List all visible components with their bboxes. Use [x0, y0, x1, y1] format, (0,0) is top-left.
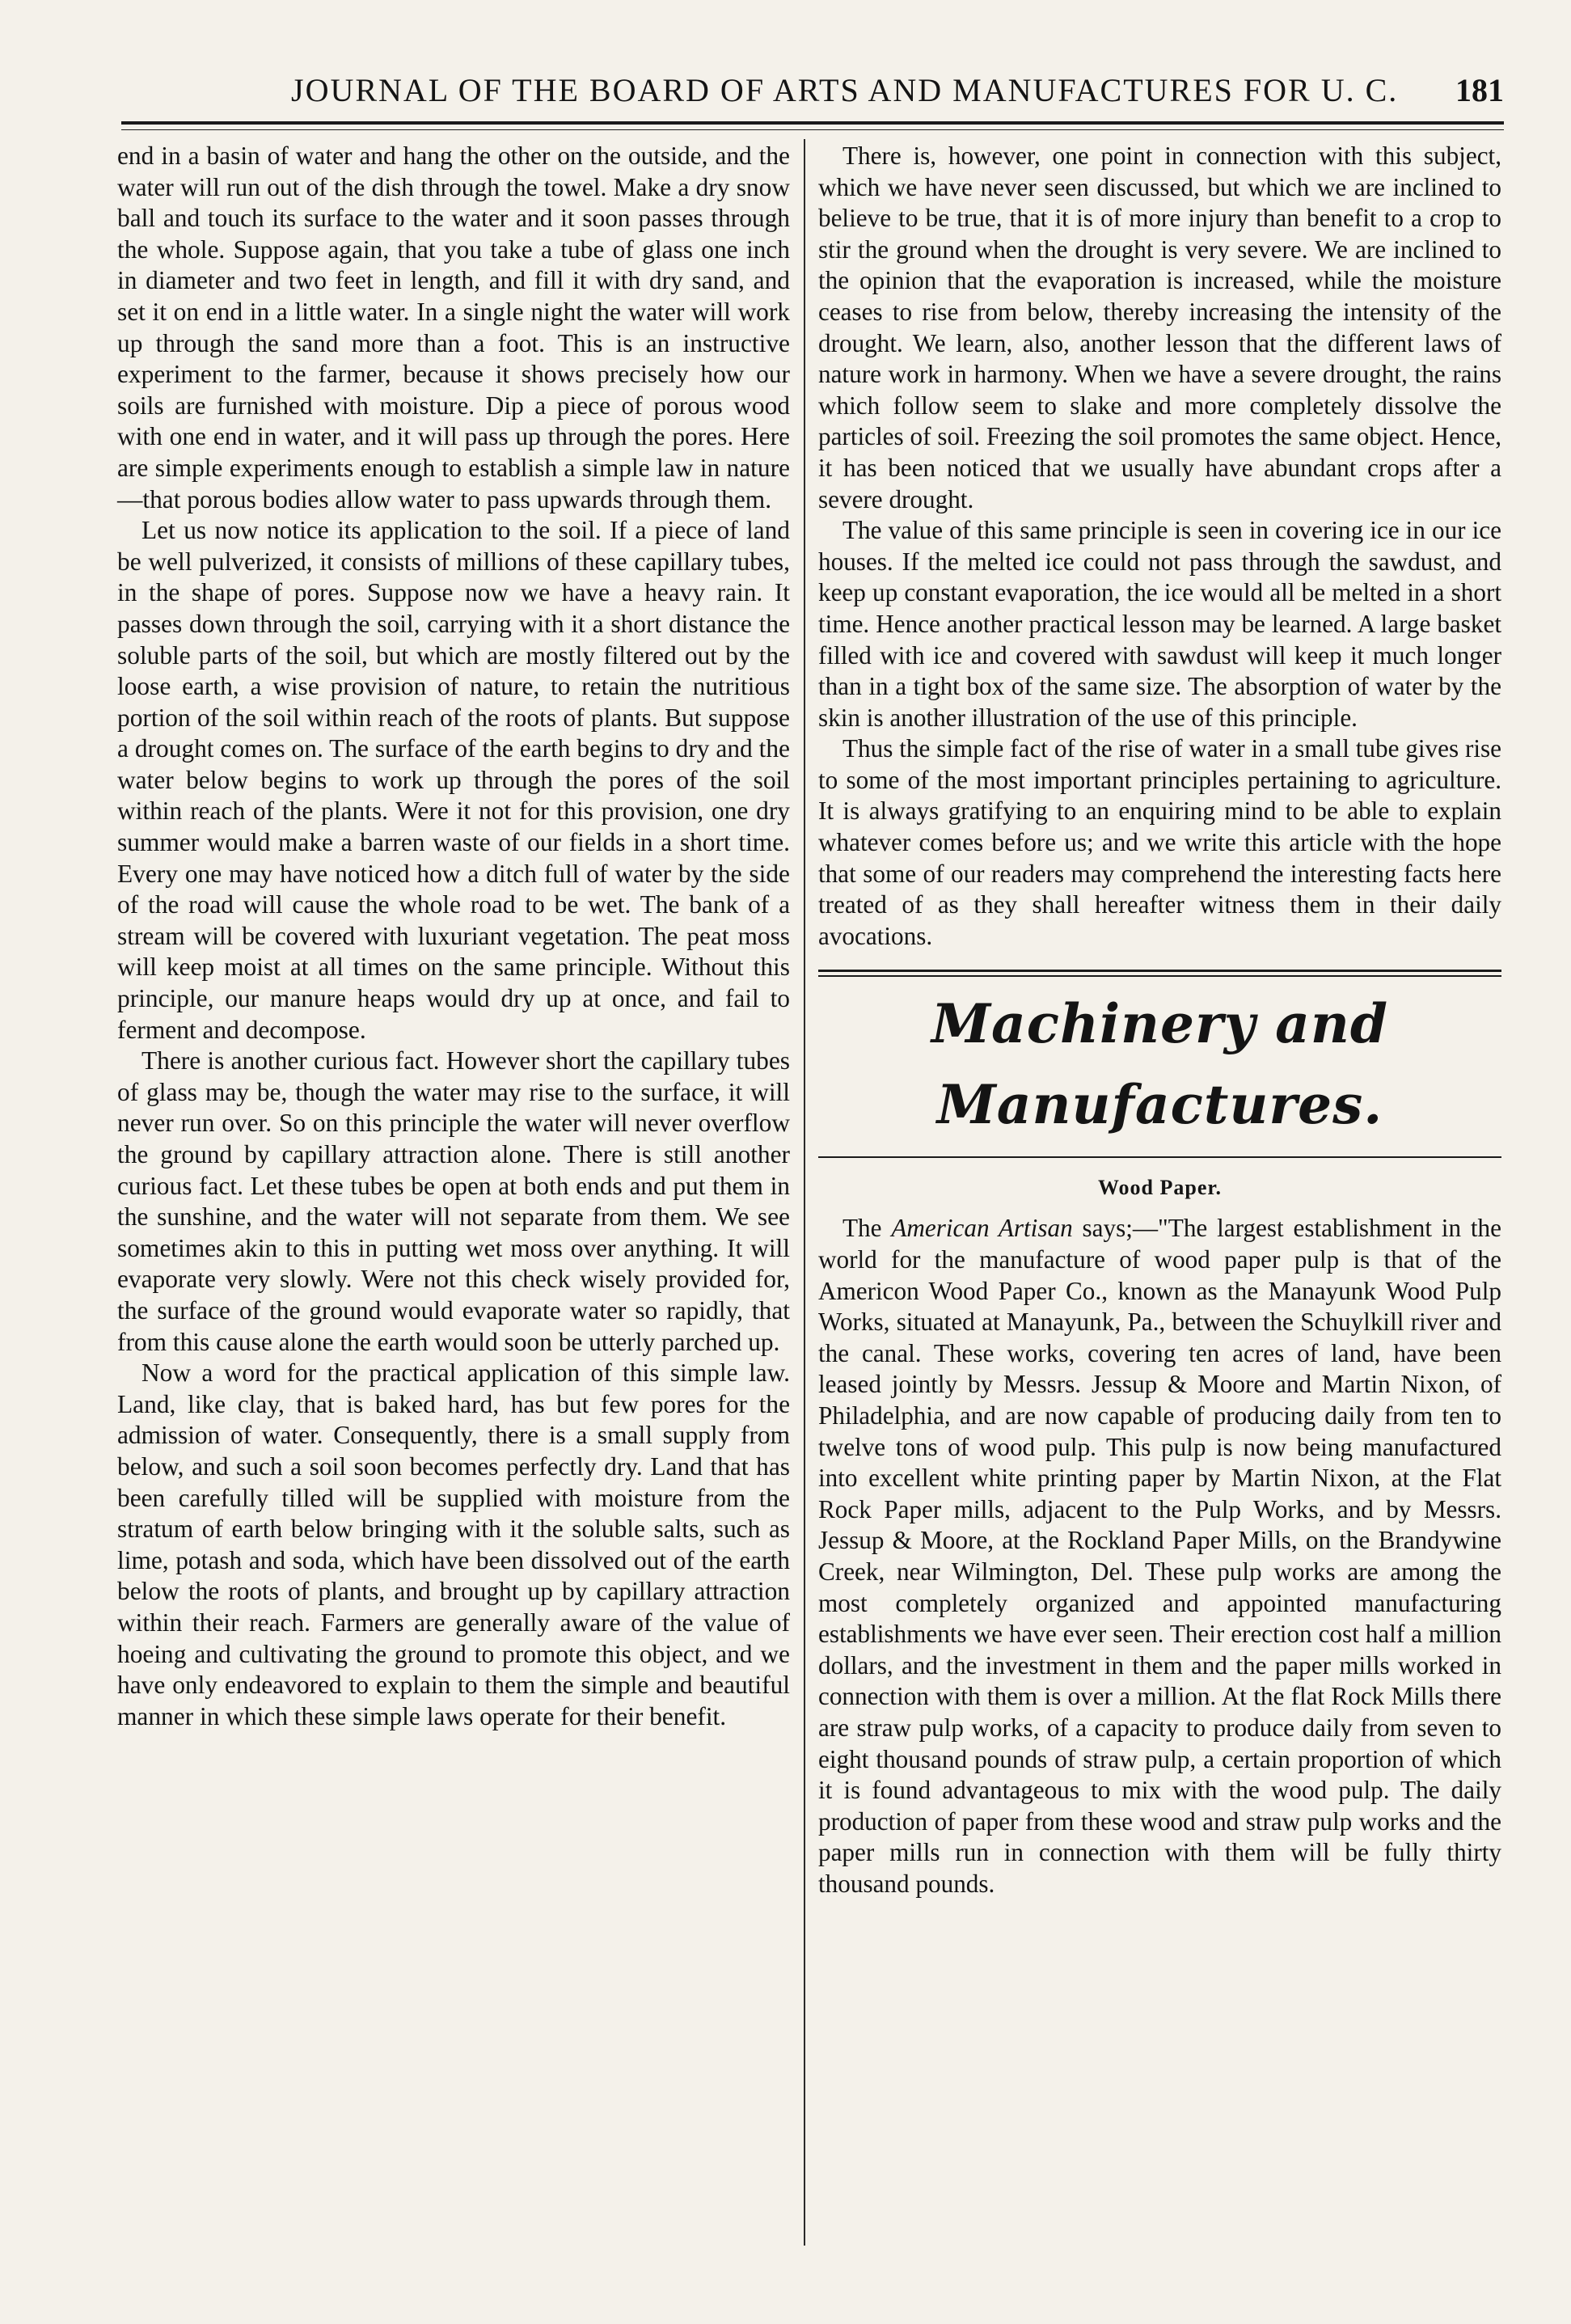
paragraph: end in a basin of water and hang the other on the outside, and the water will run out of the dish through the towel. Make a dry snow ball and touch its surface to the water and it soon passes through the whole. Suppose again, that you take a tube of glass one inch in diameter and two feet in length, and fill it with dry sand, and set it on end in a little water. In a single night the water will work up through the sand more than a foot. This is an instructive experiment to the farmer, because it shows precisely how our soils are furnished with moisture. Dip a piece of porous wood with one end in water, and it will pass up through the pores. Here are simple experiments enough to establish a simple law in nature—that porous bodies allow water to pass upwards through them. — [117, 142, 790, 513]
header-rule-thin — [121, 129, 1504, 130]
page-header — [121, 66, 1504, 115]
paragraph: Let us now notice its application to the soil. If a piece of land be well pulverized, it consists of millions of these capillary tubes, in the shape of pores. Suppose now we have a heavy rain. It passes down through the soil, carrying with it a short distance the soluble parts of the soil, but which are mostly filtered out by the loose earth, a wise provision of nature, to retain the nutritious portion of the soil within reach of the roots of plants. But suppose a drought comes on. The surface of the earth begins to dry and the water below begins to work up through the pores of the soil within reach of the plants. Were it not for this provision, one dry summer would make a barren waste of our fields in a short time. Every one may have noticed how a ditch full of water by the side of the road will cause the whole road to be wet. The bank of a stream will be covered with luxuriant vegetation. The peat moss will keep moist at all times on the same principle. Without this principle, our manure heaps would dry up at once, and fail to ferment and decompose. — [117, 516, 790, 1044]
article-paragraph — [818, 1213, 1501, 1899]
article-lead: The — [843, 1214, 892, 1243]
header-rule — [121, 121, 1504, 125]
paragraph: The value of this same principle is seen in covering ice in our ice houses. If the melted ice could not pass through the sawdust, and keep up constant evaporation, the ice would all be melted in a short time. Hence another practical lesson may be learned. A large basket filled with ice and covered with sawdust will keep it much longer than in a tight box of the same size. The absorption of water by the skin is another illustration of the use of this principle. — [818, 516, 1501, 732]
paragraph: There is another curious fact. However short the capillary tubes of glass may be, though the water may rise to the surface, it will never run over. So on this principle the water will never overflow the ground by capillary attraction alone. There is still another curious fact. Let these tubes be open at both ends and put them in the sunshine, and the water will not separate from them. We see sometimes akin to this in putting wet moss over anything. It will evaporate very slowly. Were not this check wisely provided for, the surface of the ground would evaporate water so rapidly, that from this cause alone the earth would soon be utterly parched up. — [117, 1046, 790, 1356]
page-number: 181 — [1455, 72, 1504, 108]
section-rule — [818, 1156, 1501, 1158]
right-column — [818, 141, 1501, 1900]
left-column — [117, 141, 790, 1732]
article-heading: Wood Paper. — [1097, 1176, 1223, 1200]
paragraph: Thus the simple fact of the rise of water in a small tube gives rise to some of the most important principles pertaining to agriculture. It is always gratifying to an enquiring mind to be able to explain whatever comes before us; and we write this article with the hope that some of our readers may comprehend the interesting facts here treated of as they shall hereafter witness them in their daily avocations. — [818, 734, 1501, 950]
article-body: says;—"The largest establishment in the world for the manufacture of wood paper pulp is that of the Americon Wood Paper Co., known as the Manayunk Wood Pulp Works, situated at Manayunk, Pa., between the Schuylkill river and the canal. These works, covering ten acres of land, have been leased jointly by Messrs. Jessup & Moore and Martin Nixon, of Philadelphia, and are now capable of producing daily from ten to twelve tons of wood pulp. This pulp is now being manufactured into excellent white printing paper by Martin Nixon, at the Flat Rock Paper mills, adjacent to the Pulp Works, and by Messrs. Jessup & Moore, at the Rockland Paper Mills, on the Brandywine Creek, near Wilmington, Del. These pulp works are among the most completely organized and appointed manufacturing establishments we have ever seen. Their erection cost half a million dollars, and the investment in them and the paper mills worked in connection with them is over a million. At the flat Rock Mills there are straw pulp works, of a capacity to produce daily from seven to eight thousand pounds of straw pulp, a certain proportion of which it is found advantageous to mix with the wood pulp. The daily production of paper from these wood and straw pulp works and the paper mills run in connection with them will be fully thirty thousand pounds. — [818, 1214, 1501, 1898]
running-title: JOURNAL OF THE BOARD OF ARTS AND MANUFACTURES FOR U. C. — [291, 72, 1399, 108]
paragraph: There is, however, one point in connection with this subject, which we have never seen discussed, but which we are inclined to believe to be true, that it is of more injury than benefit to a crop to stir the ground when the drought is very severe. We are inclined to the opinion that the evaporation is increased, while the moisture ceases to rise from below, thereby increasing the intensity of the drought. We learn, also, another lesson that the different laws of nature work in harmony. When we have a severe drought, the rains which follow seem to slake and more completely dissolve the particles of soil. Freezing the soil promotes the same object. Hence, it has been noticed that we usually have abundant crops after a severe drought. — [818, 142, 1501, 513]
column-divider — [804, 139, 805, 2246]
paragraph: Now a word for the practical application of this simple law. Land, like clay, that is baked hard, has but few pores for the admission of water. Consequently, there is a small supply from below, and such a soil soon becomes perfectly dry. Land that has been carefully tilled will be supplied with moisture from the stratum of earth below bringing with it the soluble salts, such as lime, potash and soda, which have been dissolved out of the earth below the roots of plants, and brought up by capillary attraction within their reach. Farmers are generally aware of the value of hoeing and cultivating the ground to promote this object, and we have only endeavored to explain to them the simple and beautiful manner in which these simple laws operate for their benefit. — [117, 1358, 790, 1730]
section-rule — [818, 975, 1501, 977]
section-rule — [818, 970, 1501, 972]
section-heading: Machinery and Manufactures. — [931, 992, 1389, 1137]
article-source: American Artisan — [891, 1214, 1073, 1243]
